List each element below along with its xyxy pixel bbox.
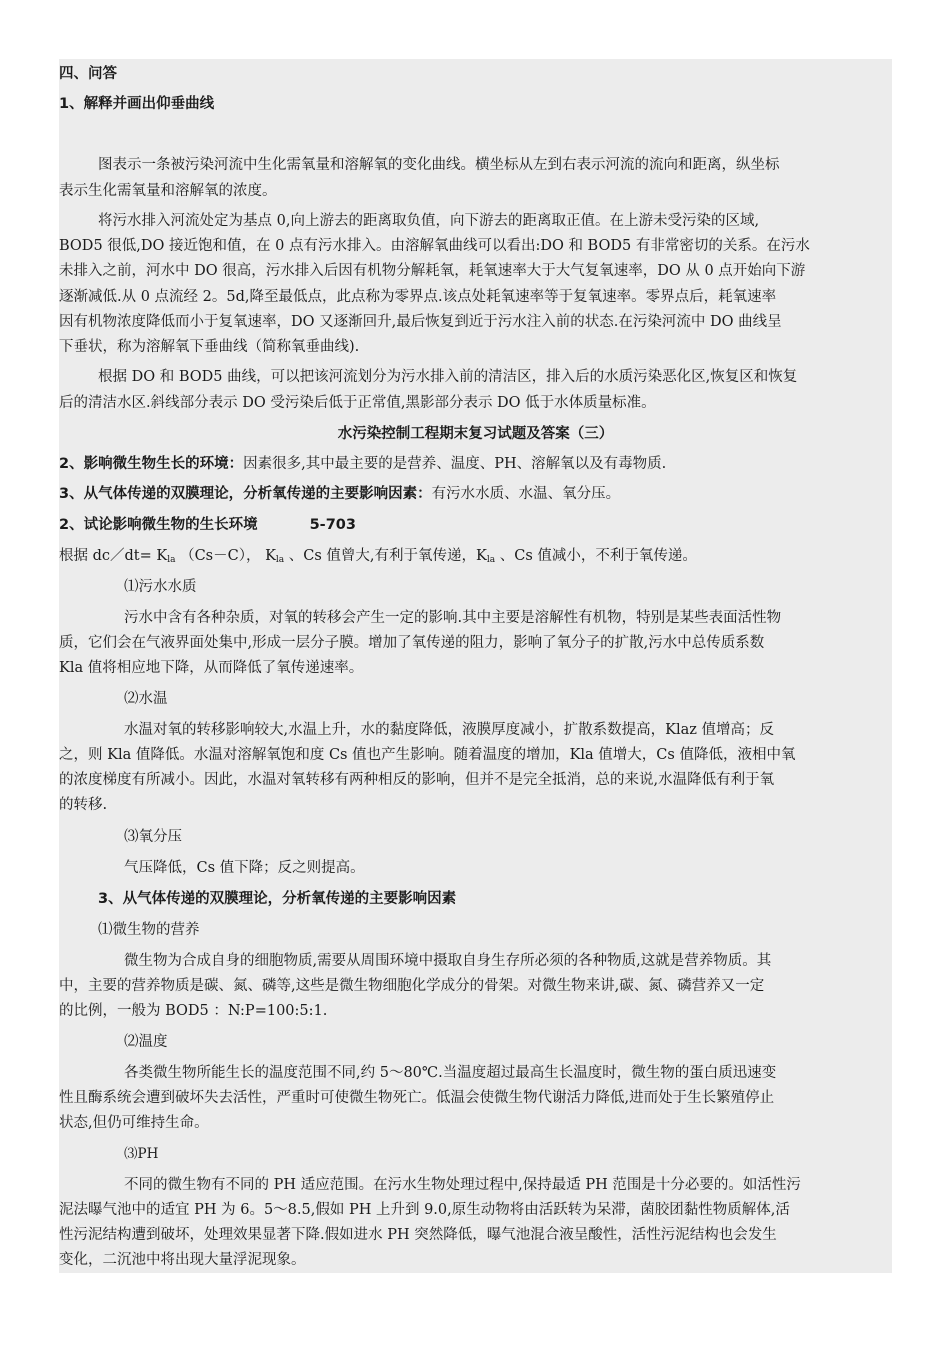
question-3b-heading: 3、从气体传递的双膜理论，分析氧传递的主要影响因素 — [98, 891, 457, 907]
paragraph-line: 水温对氧的转移影响较大,水温上升，水的黏度降低，液膜厚度减小，扩散系数提高，Klaz 值增高；反 — [124, 722, 774, 738]
question-3-text: 有污水水质、水温、氧分压。 — [431, 486, 621, 502]
formula-subscript: la — [486, 555, 496, 565]
document-page — [59, 59, 892, 1273]
paragraph-line: 污水中含有各种杂质，对氧的转移会产生一定的影响.其中主要是溶解性有机物，特别是某些表面活性物 — [124, 610, 782, 626]
paragraph-line: 的比例，一般为 BOD5 ：N:P=100:5:1. — [59, 1003, 328, 1019]
formula-part: 根据 dc／dt= K — [59, 548, 168, 564]
question-1-heading: 1、解释并画出仰垂曲线 — [59, 96, 215, 112]
formula-part: 、Cs 值曾大,有利于氧传递，K — [284, 548, 487, 564]
paragraph-line: 变化，二沉池中将出现大量浮泥现象。 — [59, 1252, 306, 1268]
document-title: 水污染控制工程期末复习试题及答案（三） — [337, 426, 614, 442]
question-2-line — [59, 453, 892, 475]
paragraph-line: 状态,但仍可维持生命。 — [59, 1115, 209, 1131]
paragraph-line: 各类微生物所能生长的温度范围不同,约 5～80℃.当温度超过最高生长温度时，微生物的蛋白质迅速变 — [124, 1065, 777, 1081]
paragraph-line: 未排入之前，河水中 DO 很高，污水排入后因有机物分解耗氧，耗氧速率大于大气复氧速率，DO 从 0 点开始向下游 — [59, 263, 806, 279]
subsection-heading: ⑵温度 — [124, 1034, 168, 1050]
subsection-heading: ⑵水温 — [124, 691, 168, 707]
paragraph-line: 的浓度梯度有所减小。因此，水温对氧转移有两种相反的影响，但并不是完全抵消，总的来说,水温降低有利于氧 — [59, 772, 775, 788]
paragraph-line: 逐渐减低.从 0 点流经 2。5d,降至最低点，此点称为零界点.该点处耗氧速率等于复氧速率。零界点后，耗氧速率 — [59, 289, 777, 305]
subsection-heading: ⑴污水水质 — [124, 579, 197, 595]
subsection-heading: ⑶氧分压 — [124, 829, 182, 845]
section-heading: 四、问答 — [59, 66, 117, 82]
paragraph-line: 中，主要的营养物质是碳、氮、磷等,这些是微生物细胞化学成分的骨架。对微生物来讲,碳、氮、磷营养又一定 — [59, 978, 765, 994]
question-3-label: 3、从气体传递的双膜理论，分析氧传递的主要影响因素： — [59, 486, 432, 502]
paragraph-line: 质，它们会在气液界面处集中,形成一层分子膜。增加了氧传递的阻力，影响了氧分子的扩散,污水中总传质系数 — [59, 635, 765, 651]
paragraph-line: 性污泥结构遭到破坏，处理效果显著下降.假如进水 PH 突然降低，曝气池混合液呈酸性，活性污泥结构也会发生 — [59, 1227, 777, 1243]
question-2-text: 因素很多,其中最主要的是营养、温度、PH、溶解氧以及有毒物质. — [243, 456, 667, 472]
question-2b-code: 5-703 — [309, 517, 356, 533]
paragraph-line: 表示生化需氧量和溶解氧的浓度。 — [59, 183, 277, 199]
question-3-line — [59, 483, 892, 505]
paragraph-line: 将污水排入河流处定为基点 0,向上游去的距离取负值，向下游去的距离取正值。在上游未受污染的区域, — [98, 213, 760, 229]
subsection-heading: ⑶PH — [124, 1146, 159, 1162]
question-2b-heading: 2、试论影响微生物的生长环境 — [59, 517, 258, 533]
paragraph-line: 根据 DO 和 BOD5 曲线，可以把该河流划分为污水排入前的清洁区，排入后的水质污染恶化区,恢复区和恢复 — [98, 369, 798, 385]
paragraph-line: 性且酶系统会遭到破坏失去活性，严重时可使微生物死亡。低温会使微生物代谢活力降低,进而处于生长繁殖停止 — [59, 1090, 775, 1106]
paragraph-line: 不同的微生物有不同的 PH 适应范围。在污水生物处理过程中,保持最适 PH 范围是十分必要的。如活性污 — [124, 1177, 801, 1193]
question-2-label: 2、影响微生物生长的环境： — [59, 456, 244, 472]
formula-part: （Cs－C）， K — [175, 548, 276, 564]
paragraph-line: BOD5 很低,DO 接近饱和值，在 0 点有污水排入。由溶解氧曲线可以看出:DO 和 BOD5 有非常密切的关系。在污水 — [59, 238, 810, 254]
formula-subscript: la — [167, 555, 176, 565]
formula-line — [59, 545, 892, 571]
paragraph-line: 泥法曝气池中的适宜 PH 为 6。5～8.5,假如 PH 上升到 9.0,原生动物将由活跃转为呆滞，菌胶团黏性物质解体,活 — [59, 1202, 790, 1218]
subsection-heading: ⑴微生物的营养 — [98, 922, 200, 938]
paragraph-line: 微生物为合成自身的细胞物质,需要从周围环境中摄取自身生存所必须的各种物质,这就是营养物质。其 — [124, 953, 772, 969]
paragraph-line: 下垂状，称为溶解氧下垂曲线（简称氧垂曲线). — [59, 339, 360, 355]
question-2b-line — [59, 514, 892, 536]
formula-part: 、Cs 值减小，不利于氧传递。 — [495, 548, 697, 564]
formula-subscript: la — [275, 555, 285, 565]
paragraph-line: 图表示一条被污染河流中生化需氧量和溶解氧的变化曲线。横坐标从左到右表示河流的流向和距离，纵坐标 — [98, 157, 780, 173]
paragraph-line: 气压降低，Cs 值下降；反之则提高。 — [124, 860, 365, 876]
paragraph-line: 因有机物浓度降低而小于复氧速率，DO 又逐渐回升,最后恢复到近于污水注入前的状态.在污染河流中 DO 曲线呈 — [59, 314, 782, 330]
paragraph-line: 之，则 Kla 值降低。水温对溶解氧饱和度 Cs 值也产生影响。随着温度的增加，Kla 值增大，Cs 值降低，液相中氧 — [59, 747, 796, 763]
paragraph-line: 的转移. — [59, 797, 108, 813]
paragraph-line: 后的清洁水区.斜线部分表示 DO 受污染后低于正常值,黑影部分表示 DO 低于水体质量标准。 — [59, 395, 656, 411]
paragraph-line: Kla 值将相应地下降，从而降低了氧传递速率。 — [59, 660, 364, 676]
